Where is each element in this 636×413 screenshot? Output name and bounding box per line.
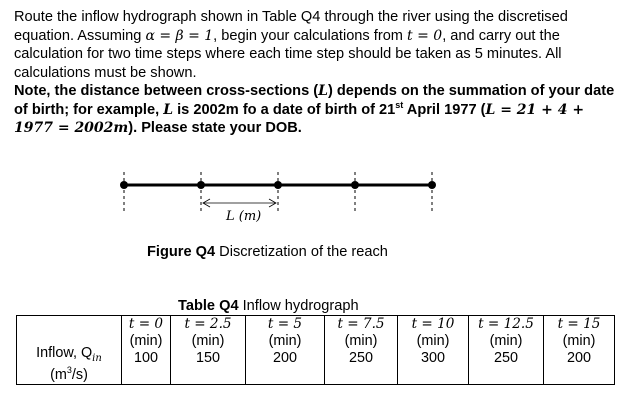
col-t2_5: t = 2.5 (min) 150 xyxy=(171,316,246,385)
col-t12_5: t = 12.5 (min) 250 xyxy=(469,316,544,385)
figure-caption: Figure Q4 Discretization of the reach xyxy=(147,244,388,260)
length-arrow xyxy=(203,199,276,207)
node-5 xyxy=(428,181,436,189)
reach-discretization-figure xyxy=(0,172,636,242)
row-label-cell: Inflow, $Q_{in}$ $(m^3/s)$ xyxy=(17,316,122,385)
length-label: L (m) xyxy=(226,209,262,224)
col-t15: t = 15 (min) 200 xyxy=(544,316,615,385)
question-text xyxy=(14,8,622,138)
table-caption: Table Q4 Inflow hydrograph xyxy=(178,298,359,314)
col-t7_5: t = 7.5 (min) 250 xyxy=(325,316,398,385)
dob-formula: L = 21 + 4 + 1977 = 2002m xyxy=(14,101,585,136)
L-symbol-2: L xyxy=(163,101,174,118)
col-t5: t = 5 (min) 200 xyxy=(246,316,325,385)
node-2 xyxy=(197,181,205,189)
node-1 xyxy=(120,181,128,189)
inflow-hydrograph-table xyxy=(16,315,615,385)
question-intro: Route the inflow hydrograph shown in Table Q4 through the river using the discretised equation. Assuming xyxy=(14,9,568,44)
note-text: Note, the distance between cross-sections (L) depends on the summation of your date of birth; for example, L is 2002m fo a date of birth of 21st April 1977 (L = 21 + 4 + 1977 = 2002m). Please state your DOB. xyxy=(14,83,615,136)
L-symbol: L xyxy=(318,83,328,99)
cross-section-lines xyxy=(124,172,432,212)
node-4 xyxy=(351,181,359,189)
table-row xyxy=(17,316,615,385)
alpha-beta-expression: α = β = 1 xyxy=(145,27,214,44)
col-t10: t = 10 (min) 300 xyxy=(398,316,469,385)
t0-expression: t = 0 xyxy=(407,27,443,44)
col-t0: t = 0 (min) 100 xyxy=(122,316,171,385)
question-intro-3: , and carry out the calculation for two time steps where each time step should be taken as 5 minutes. All calculations must be shown. xyxy=(14,27,562,81)
question-intro-2: , begin your calculations from xyxy=(213,27,408,44)
node-3 xyxy=(274,181,282,189)
